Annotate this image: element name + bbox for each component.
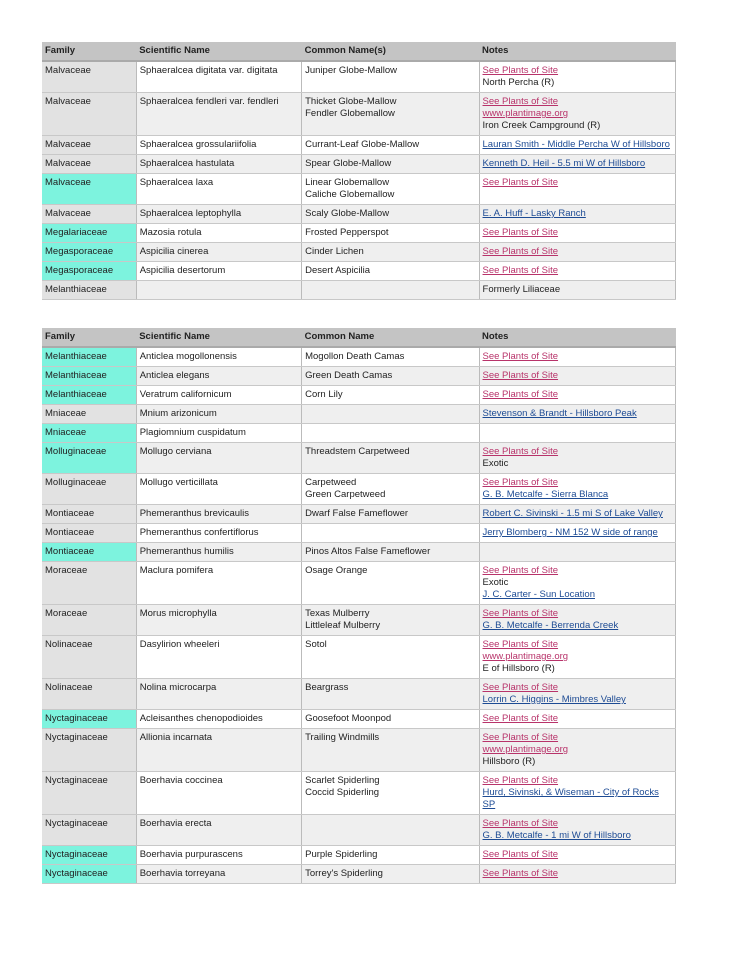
common-name-cell xyxy=(302,636,479,679)
common-name: Beargrass xyxy=(305,682,349,693)
column-header: Notes xyxy=(479,42,675,61)
table-row xyxy=(42,155,676,174)
common-name: Caliche Globemallow xyxy=(305,189,395,200)
table-row xyxy=(42,61,676,93)
note-text: North Percha (R) xyxy=(482,77,555,88)
scientific-name-cell: Boerhavia erecta xyxy=(136,815,301,846)
see-plants-link[interactable]: See Plants of Site xyxy=(482,775,559,786)
family-cell: Mniaceae xyxy=(42,424,136,443)
table-row xyxy=(42,729,676,772)
scientific-name-cell: Allionia incarnata xyxy=(136,729,301,772)
see-plants-link[interactable]: See Plants of Site xyxy=(482,639,559,650)
family-cell: Melanthiaceae xyxy=(42,347,136,367)
table-row xyxy=(42,562,676,605)
common-name-cell xyxy=(302,846,479,865)
common-name-cell xyxy=(302,605,479,636)
family-cell: Melanthiaceae xyxy=(42,367,136,386)
table-row xyxy=(42,405,676,424)
column-header: Common Name xyxy=(302,328,479,347)
scientific-name-cell: Maclura pomifera xyxy=(136,562,301,605)
scientific-name-cell: Sphaeralcea laxa xyxy=(136,174,301,205)
source-link[interactable]: G. B. Metcalfe - Sierra Blanca xyxy=(482,489,609,500)
notes-cell xyxy=(479,205,675,224)
source-link[interactable]: Jerry Blomberg - NM 152 W side of range xyxy=(482,527,658,538)
note-text: Iron Creek Campground (R) xyxy=(482,120,601,131)
column-header: Notes xyxy=(479,328,675,347)
common-name: Coccid Spiderling xyxy=(305,787,380,798)
common-name: Carpetweed xyxy=(305,477,357,488)
table-row xyxy=(42,367,676,386)
common-name: Torrey's Spiderling xyxy=(305,868,383,879)
see-plants-link[interactable]: See Plants of Site xyxy=(482,682,559,693)
common-name-cell xyxy=(302,243,479,262)
notes-cell xyxy=(479,347,675,367)
header-row xyxy=(42,42,676,61)
family-cell: Megasporaceae xyxy=(42,262,136,281)
common-name-cell xyxy=(302,815,479,846)
family-cell: Malvaceae xyxy=(42,61,136,93)
common-name-cell xyxy=(302,772,479,815)
see-plants-link[interactable]: See Plants of Site xyxy=(482,818,559,829)
family-cell: Nolinaceae xyxy=(42,679,136,710)
notes-cell xyxy=(479,386,675,405)
scientific-name-cell: Boerhavia coccinea xyxy=(136,772,301,815)
scientific-name-cell: Boerhavia purpurascens xyxy=(136,846,301,865)
common-name: Osage Orange xyxy=(305,565,368,576)
table-row xyxy=(42,386,676,405)
notes-cell xyxy=(479,155,675,174)
notes-cell xyxy=(479,605,675,636)
source-link[interactable]: G. B. Metcalfe - 1 mi W of Hillsboro xyxy=(482,830,631,841)
common-name: Thicket Globe-Mallow xyxy=(305,96,397,107)
table-row xyxy=(42,543,676,562)
see-plants-link[interactable]: See Plants of Site xyxy=(482,389,559,400)
common-name-cell xyxy=(302,524,479,543)
scientific-name-cell: Sphaeralcea digitata var. digitata xyxy=(136,61,301,93)
notes-cell xyxy=(479,174,675,205)
common-name-cell xyxy=(302,262,479,281)
see-plants-link[interactable]: www.plantimage.org xyxy=(482,744,569,755)
source-link[interactable]: J. C. Carter - Sun Location xyxy=(482,589,595,600)
source-link[interactable]: Hurd, Sivinski, & Wiseman - City of Rocks SP xyxy=(482,787,659,810)
scientific-name-cell xyxy=(136,281,301,300)
family-cell: Malvaceae xyxy=(42,174,136,205)
family-cell: Megalariaceae xyxy=(42,224,136,243)
see-plants-link[interactable]: See Plants of Site xyxy=(482,868,559,879)
family-cell: Nyctaginaceae xyxy=(42,865,136,884)
notes-cell xyxy=(479,772,675,815)
notes-cell xyxy=(479,729,675,772)
table-row xyxy=(42,424,676,443)
scientific-name-cell: Mnium arizonicum xyxy=(136,405,301,424)
common-name-cell xyxy=(302,155,479,174)
scientific-name-cell: Plagiomnium cuspidatum xyxy=(136,424,301,443)
table-row xyxy=(42,93,676,136)
common-name-cell xyxy=(302,174,479,205)
see-plants-link[interactable]: See Plants of Site xyxy=(482,732,559,743)
see-plants-link[interactable]: See Plants of Site xyxy=(482,265,559,276)
table-row xyxy=(42,636,676,679)
scientific-name-cell: Mollugo verticillata xyxy=(136,474,301,505)
see-plants-link[interactable]: See Plants of Site xyxy=(482,446,559,457)
table-row xyxy=(42,605,676,636)
see-plants-link[interactable]: See Plants of Site xyxy=(482,477,559,488)
family-cell: Nyctaginaceae xyxy=(42,729,136,772)
notes-cell xyxy=(479,710,675,729)
common-name: Pinos Altos False Fameflower xyxy=(305,546,431,557)
scientific-name-cell: Anticlea elegans xyxy=(136,367,301,386)
common-name-cell xyxy=(302,61,479,93)
family-cell: Nyctaginaceae xyxy=(42,815,136,846)
common-name: Sotol xyxy=(305,639,327,650)
table-row xyxy=(42,136,676,155)
common-name-cell xyxy=(302,424,479,443)
notes-cell xyxy=(479,543,675,562)
scientific-name-cell: Veratrum californicum xyxy=(136,386,301,405)
see-plants-link[interactable]: See Plants of Site xyxy=(482,351,559,362)
source-link[interactable]: Robert C. Sivinski - 1.5 mi S of Lake Valley xyxy=(482,508,663,519)
common-name: Desert Aspicilia xyxy=(305,265,371,276)
header-row xyxy=(42,328,676,347)
common-name: Green Carpetweed xyxy=(305,489,386,500)
family-cell: Moraceae xyxy=(42,562,136,605)
see-plants-link[interactable]: See Plants of Site xyxy=(482,565,559,576)
common-name: Purple Spiderling xyxy=(305,849,378,860)
scientific-name-cell: Phemeranthus brevicaulis xyxy=(136,505,301,524)
family-cell: Nyctaginaceae xyxy=(42,846,136,865)
notes-cell xyxy=(479,846,675,865)
see-plants-link[interactable]: See Plants of Site xyxy=(482,608,559,619)
source-link[interactable]: Kenneth D. Heil - 5.5 mi W of Hillsboro xyxy=(482,158,646,169)
table-row xyxy=(42,679,676,710)
common-name: Frosted Pepperspot xyxy=(305,227,389,238)
table-row xyxy=(42,865,676,884)
notes-cell xyxy=(479,562,675,605)
common-name: Trailing Windmills xyxy=(305,732,380,743)
table-row xyxy=(42,224,676,243)
see-plants-link[interactable]: See Plants of Site xyxy=(482,713,559,724)
common-name-cell xyxy=(302,347,479,367)
scientific-name-cell: Dasylirion wheeleri xyxy=(136,636,301,679)
note-text: Exotic xyxy=(482,577,509,588)
notes-cell xyxy=(479,136,675,155)
family-cell: Malvaceae xyxy=(42,136,136,155)
see-plants-link[interactable]: See Plants of Site xyxy=(482,227,559,238)
table-row xyxy=(42,262,676,281)
table-row xyxy=(42,505,676,524)
notes-cell xyxy=(479,243,675,262)
family-cell: Melanthiaceae xyxy=(42,386,136,405)
scientific-name-cell: Mollugo cerviana xyxy=(136,443,301,474)
common-name-cell xyxy=(302,405,479,424)
column-header: Family xyxy=(42,42,136,61)
family-cell: Nolinaceae xyxy=(42,636,136,679)
family-cell: Molluginaceae xyxy=(42,443,136,474)
scientific-name-cell: Sphaeralcea hastulata xyxy=(136,155,301,174)
source-link[interactable]: G. B. Metcalfe - Berrenda Creek xyxy=(482,620,619,631)
family-cell: Nyctaginaceae xyxy=(42,772,136,815)
table-row xyxy=(42,443,676,474)
note-text: Hillsboro (R) xyxy=(482,756,536,767)
table-row xyxy=(42,205,676,224)
family-cell: Nyctaginaceae xyxy=(42,710,136,729)
scientific-name-cell: Mazosia rotula xyxy=(136,224,301,243)
table-row xyxy=(42,846,676,865)
common-name-cell xyxy=(302,865,479,884)
notes-cell xyxy=(479,281,675,300)
common-name-cell xyxy=(302,281,479,300)
common-name: Goosefoot Moonpod xyxy=(305,713,392,724)
notes-cell xyxy=(479,262,675,281)
common-name-cell xyxy=(302,679,479,710)
column-header: Family xyxy=(42,328,136,347)
notes-cell xyxy=(479,224,675,243)
see-plants-link[interactable]: See Plants of Site xyxy=(482,246,559,257)
family-cell: Malvaceae xyxy=(42,155,136,174)
common-name: Green Death Camas xyxy=(305,370,393,381)
scientific-name-cell: Phemeranthus humilis xyxy=(136,543,301,562)
note-text: Exotic xyxy=(482,458,509,469)
common-name: Threadstem Carpetweed xyxy=(305,446,410,457)
scientific-name-cell: Phemeranthus confertiflorus xyxy=(136,524,301,543)
table-row xyxy=(42,347,676,367)
notes-cell xyxy=(479,865,675,884)
common-name: Fendler Globemallow xyxy=(305,108,395,119)
table-row xyxy=(42,524,676,543)
table-row xyxy=(42,474,676,505)
notes-cell xyxy=(479,443,675,474)
common-name-cell xyxy=(302,93,479,136)
common-name: Dwarf False Fameflower xyxy=(305,508,409,519)
plant-table-2 xyxy=(42,328,676,884)
note-text: Formerly Liliaceae xyxy=(482,284,561,295)
scientific-name-cell: Nolina microcarpa xyxy=(136,679,301,710)
see-plants-link[interactable]: www.plantimage.org xyxy=(482,651,569,662)
source-link[interactable]: E. A. Huff - Lasky Ranch xyxy=(482,208,586,219)
scientific-name-cell: Boerhavia torreyana xyxy=(136,865,301,884)
table-row xyxy=(42,281,676,300)
notes-cell xyxy=(479,524,675,543)
common-name: Scarlet Spiderling xyxy=(305,775,380,786)
notes-cell xyxy=(479,61,675,93)
notes-cell xyxy=(479,405,675,424)
see-plants-link[interactable]: www.plantimage.org xyxy=(482,108,569,119)
notes-cell xyxy=(479,474,675,505)
common-name: Linear Globemallow xyxy=(305,177,390,188)
common-name-cell xyxy=(302,386,479,405)
common-name: Corn Lily xyxy=(305,389,343,400)
see-plants-link[interactable]: See Plants of Site xyxy=(482,96,559,107)
notes-cell xyxy=(479,636,675,679)
common-name: Scaly Globe-Mallow xyxy=(305,208,390,219)
see-plants-link[interactable]: See Plants of Site xyxy=(482,177,559,188)
table-row xyxy=(42,710,676,729)
source-link[interactable]: Stevenson & Brandt - Hillsboro Peak xyxy=(482,408,637,419)
column-header: Common Name(s) xyxy=(302,42,479,61)
plant-table-1 xyxy=(42,42,676,300)
note-text: E of Hillsboro (R) xyxy=(482,663,555,674)
scientific-name-cell: Sphaeralcea leptophylla xyxy=(136,205,301,224)
column-header: Scientific Name xyxy=(136,328,301,347)
common-name-cell xyxy=(302,505,479,524)
notes-cell xyxy=(479,367,675,386)
family-cell: Montiaceae xyxy=(42,505,136,524)
common-name-cell xyxy=(302,474,479,505)
common-name: Mogollon Death Camas xyxy=(305,351,405,362)
common-name-cell xyxy=(302,224,479,243)
family-cell: Mniaceae xyxy=(42,405,136,424)
common-name: Littleleaf Mulberry xyxy=(305,620,381,631)
notes-cell xyxy=(479,93,675,136)
common-name: Currant-Leaf Globe-Mallow xyxy=(305,139,420,150)
source-link[interactable]: Lauran Smith - Middle Percha W of Hillsboro xyxy=(482,139,670,150)
common-name-cell xyxy=(302,367,479,386)
family-cell: Malvaceae xyxy=(42,205,136,224)
table-row xyxy=(42,243,676,262)
table-row xyxy=(42,174,676,205)
notes-cell xyxy=(479,424,675,443)
common-name-cell xyxy=(302,543,479,562)
common-name-cell xyxy=(302,443,479,474)
family-cell: Montiaceae xyxy=(42,543,136,562)
common-name: Spear Globe-Mallow xyxy=(305,158,392,169)
family-cell: Montiaceae xyxy=(42,524,136,543)
notes-cell xyxy=(479,679,675,710)
common-name: Juniper Globe-Mallow xyxy=(305,65,397,76)
common-name-cell xyxy=(302,562,479,605)
common-name-cell xyxy=(302,710,479,729)
family-cell: Moraceae xyxy=(42,605,136,636)
common-name-cell xyxy=(302,729,479,772)
table-row xyxy=(42,815,676,846)
common-name: Texas Mulberry xyxy=(305,608,370,619)
see-plants-link[interactable]: See Plants of Site xyxy=(482,65,559,76)
family-cell: Molluginaceae xyxy=(42,474,136,505)
scientific-name-cell: Aspicilia desertorum xyxy=(136,262,301,281)
notes-cell xyxy=(479,505,675,524)
notes-cell xyxy=(479,815,675,846)
table-row xyxy=(42,772,676,815)
common-name: Cinder Lichen xyxy=(305,246,364,257)
see-plants-link[interactable]: See Plants of Site xyxy=(482,370,559,381)
see-plants-link[interactable]: See Plants of Site xyxy=(482,849,559,860)
common-name-cell xyxy=(302,205,479,224)
family-cell: Malvaceae xyxy=(42,93,136,136)
scientific-name-cell: Sphaeralcea fendleri var. fendleri xyxy=(136,93,301,136)
column-header: Scientific Name xyxy=(136,42,301,61)
scientific-name-cell: Morus microphylla xyxy=(136,605,301,636)
common-name-cell xyxy=(302,136,479,155)
source-link[interactable]: Lorrin C. Higgins - Mimbres Valley xyxy=(482,694,626,705)
scientific-name-cell: Aspicilia cinerea xyxy=(136,243,301,262)
scientific-name-cell: Acleisanthes chenopodioides xyxy=(136,710,301,729)
family-cell: Melanthiaceae xyxy=(42,281,136,300)
scientific-name-cell: Anticlea mogollonensis xyxy=(136,347,301,367)
scientific-name-cell: Sphaeralcea grossulariifolia xyxy=(136,136,301,155)
family-cell: Megasporaceae xyxy=(42,243,136,262)
